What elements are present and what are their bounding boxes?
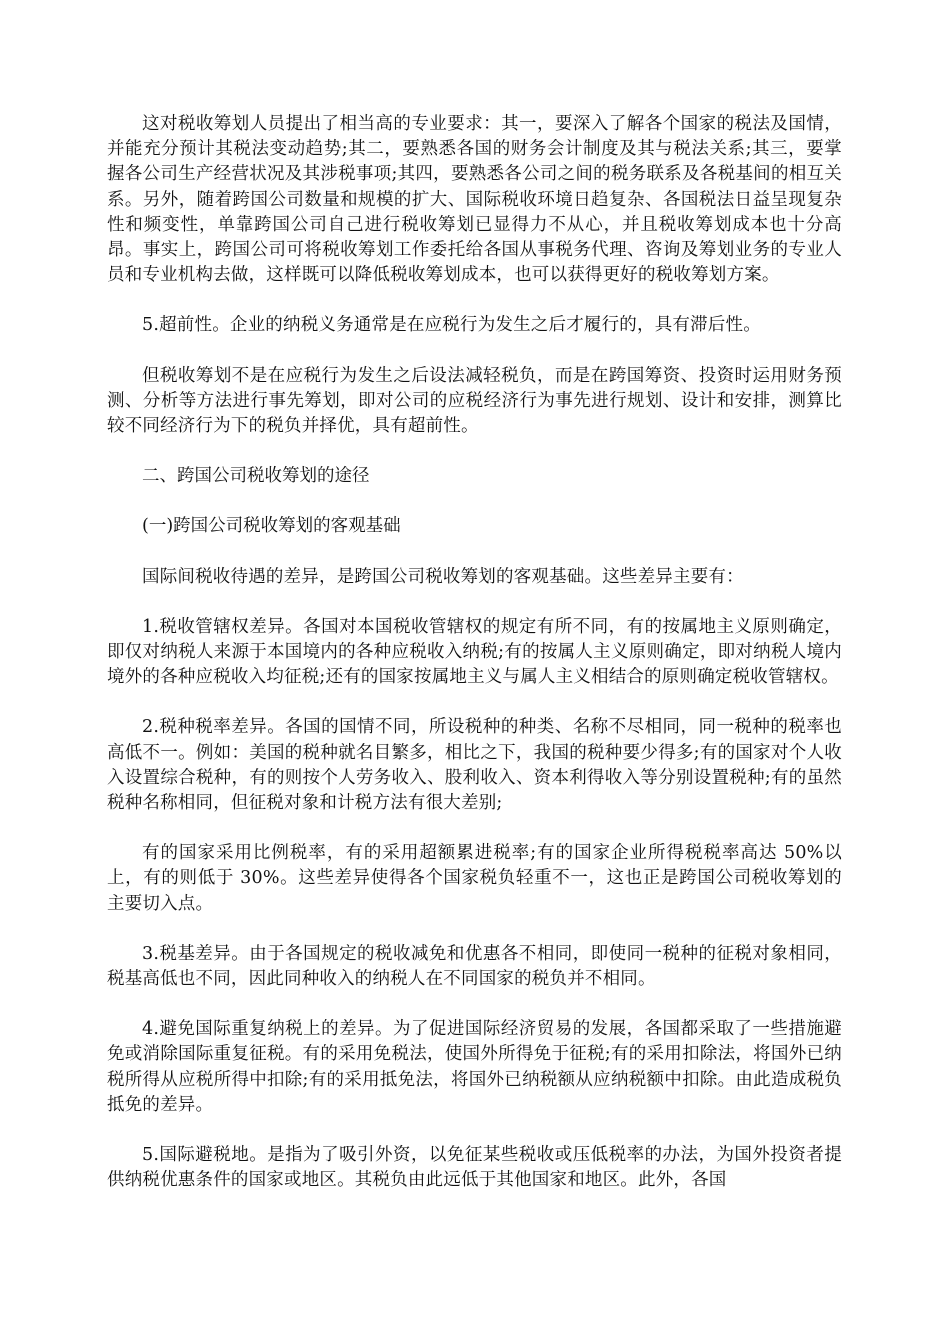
paragraph-tax-rate-difference: 有的国家采用比例税率，有的采用超额累进税率;有的国家企业所得税税率高达 50%以上，有的则低于 30%。这些差异使得各个国家税负轻重不一，这也正是跨国公司税收筹划的主要切入点。 [107, 843, 842, 914]
paragraph-tax-haven: 5.国际避税地。是指为了吸引外资，以免征某些税收或压低税率的办法，为国外投资者提供纳税优惠条件的国家或地区。其税负由此远低于其他国家和地区。此外，各国 [107, 1145, 842, 1191]
paragraph-jurisdiction-difference: 1.税收管辖权差异。各国对本国税收管辖权的规定有所不同，有的按属地主义原则确定，即仅对纳税人来源于本国境内的各种应税收入纳税;有的按属人主义原则确定，即对纳税人境内境外的各种应税收入均征税;还有的国家按属地主义与属人主义相结合的原则确定税收管辖权。 [107, 616, 842, 688]
paragraph-proactive-point: 5.超前性。企业的纳税义务通常是在应税行为发生之后才履行的，具有滞后性。 [142, 315, 761, 336]
paragraph-proactive-detail: 但税收筹划不是在应税行为发生之后设法减轻税负，而是在跨国筹资、投资时运用财务预测、分析等方法进行事先筹划，即对公司的应税经济行为事先进行规划、设计和安排，测算比较不同经济行为下的税负并择优，具有超前性。 [107, 365, 842, 437]
paragraph-double-taxation-difference: 4.避免国际重复纳税上的差异。为了促进国际经济贸易的发展，各国都采取了一些措施避免或消除国际重复征税。有的采用免税法，使国外所得免于征税;有的采用扣除法，将国外已纳税所得从应税所得中扣除;有的采用抵免法，将国外已纳税额从应纳税额中扣除。由此造成税负抵免的差异。 [107, 1019, 842, 1115]
document-body [107, 112, 842, 1219]
paragraph-requirements: 这对税收筹划人员提出了相当高的专业要求：其一，要深入了解各个国家的税法及国情，并能充分预计其税法变动趋势;其二，要熟悉各国的财务会计制度及其与税法关系;其三，要掌握各公司生产经营状况及其涉税事项;其四，要熟悉各公司之间的税务联系及各税基间的相互关系。另外，随着跨国公司数量和规模的扩大、国际税收环境日趋复杂、各国税法日益呈现复杂性和频变性，单靠跨国公司自己进行税收筹划已显得力不从心，并且税收筹划成本也十分高昂。事实上，跨国公司可将税收筹划工作委托给各国从事税务代理、咨询及筹划业务的专业人员和专业机构去做，这样既可以降低税收筹划成本，也可以获得更好的税收筹划方案。 [107, 114, 842, 286]
paragraph-tax-base-difference: 3.税基差异。由于各国规定的税收减免和优惠各不相同，即使同一税种的征税对象相同，税基高低也不同，因此同种收入的纳税人在不同国家的税负并不相同。 [107, 943, 842, 990]
subsection-heading: (一)跨国公司税收筹划的客观基础 [142, 516, 401, 537]
section-heading: 二、跨国公司税收筹划的途径 [142, 466, 370, 487]
paragraph-objective-basis: 国际间税收待遇的差异，是跨国公司税收筹划的客观基础。这些差异主要有： [142, 566, 744, 587]
paragraph-tax-type-difference: 2.税种税率差异。各国的国情不同，所设税种的种类、名称不尽相同，同一税种的税率也高低不一。例如：美国的税种就名目繁多，相比之下，我国的税种要少得多;有的国家对个人收入设置综合税种，有的则按个人劳务收入、股利收入、资本利得收入等分别设置税种;有的虽然税种名称相同，但征税对象和计税方法有很大差别; [107, 717, 842, 814]
